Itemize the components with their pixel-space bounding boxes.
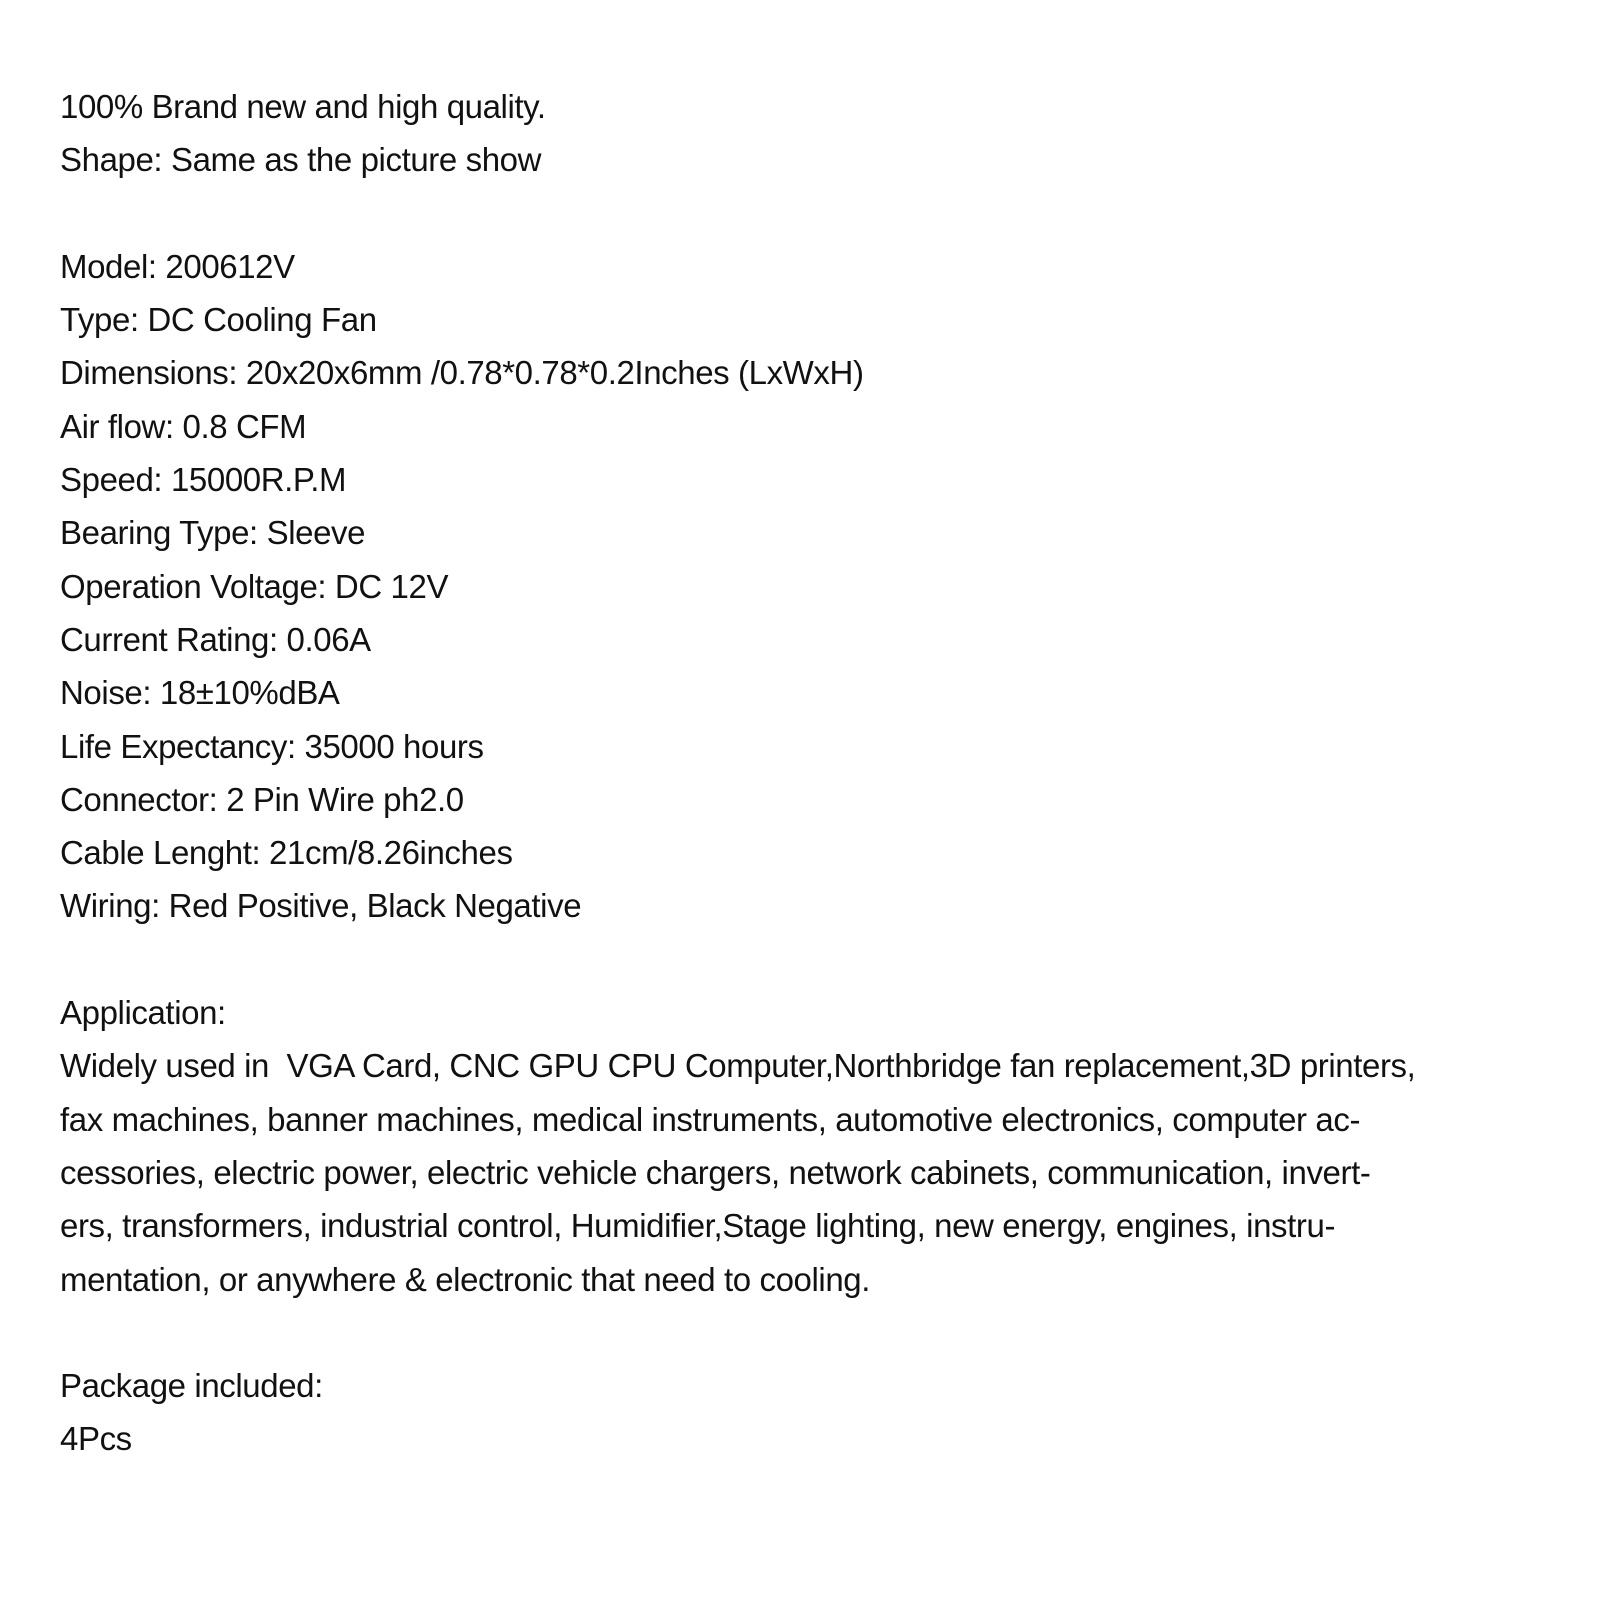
intro-quality: 100% Brand new and high quality.	[60, 88, 546, 125]
blank-line	[60, 933, 1560, 986]
spec-list	[60, 240, 1560, 933]
spec-speed: Speed: 15000R.P.M	[60, 461, 347, 499]
spec-type: Type: DC Cooling Fan	[60, 301, 377, 339]
application-text	[60, 1039, 1560, 1305]
spec-dimensions: Dimensions: 20x20x6mm /0.78*0.78*0.2Inches (LxWxH)	[60, 354, 864, 392]
intro-shape: Shape: Same as the picture show	[60, 141, 542, 179]
product-description	[60, 80, 1560, 1466]
spec-connector: Connector: 2 Pin Wire ph2.0	[60, 780, 464, 818]
blank-line	[60, 187, 1560, 240]
application-line: cessories, electric power, electric vehicle chargers, network cabinets, communication, invert-	[60, 1153, 1371, 1191]
spec-wiring: Wiring: Red Positive, Black Negative	[60, 887, 582, 925]
application-line: mentation, or anywhere & electronic that need to cooling.	[60, 1260, 871, 1298]
spec-cable-length: Cable Lenght: 21cm/8.26inches	[60, 834, 513, 872]
spec-model: Model: 200612V	[60, 247, 295, 285]
application-line: fax machines, banner machines, medical instruments, automotive electronics, computer ac-	[60, 1100, 1361, 1138]
package-heading: Package included:	[60, 1367, 323, 1405]
spec-current: Current Rating: 0.06A	[60, 620, 371, 658]
spec-life: Life Expectancy: 35000 hours	[60, 727, 484, 765]
spec-bearing: Bearing Type: Sleeve	[60, 514, 366, 552]
spec-airflow: Air flow: 0.8 CFM	[60, 407, 307, 445]
spec-voltage: Operation Voltage: DC 12V	[60, 567, 449, 605]
spec-noise: Noise: 18±10%dBA	[60, 674, 340, 712]
application-heading: Application:	[60, 994, 226, 1032]
application-line: ers, transformers, industrial control, Humidifier,Stage lighting, new energy, engines, instru-	[60, 1207, 1336, 1245]
blank-line	[60, 1306, 1560, 1359]
application-line: Widely used in VGA Card, CNC GPU CPU Computer,Northbridge fan replacement,3D printers,	[60, 1047, 1416, 1085]
package-contents: 4Pcs	[60, 1420, 132, 1458]
